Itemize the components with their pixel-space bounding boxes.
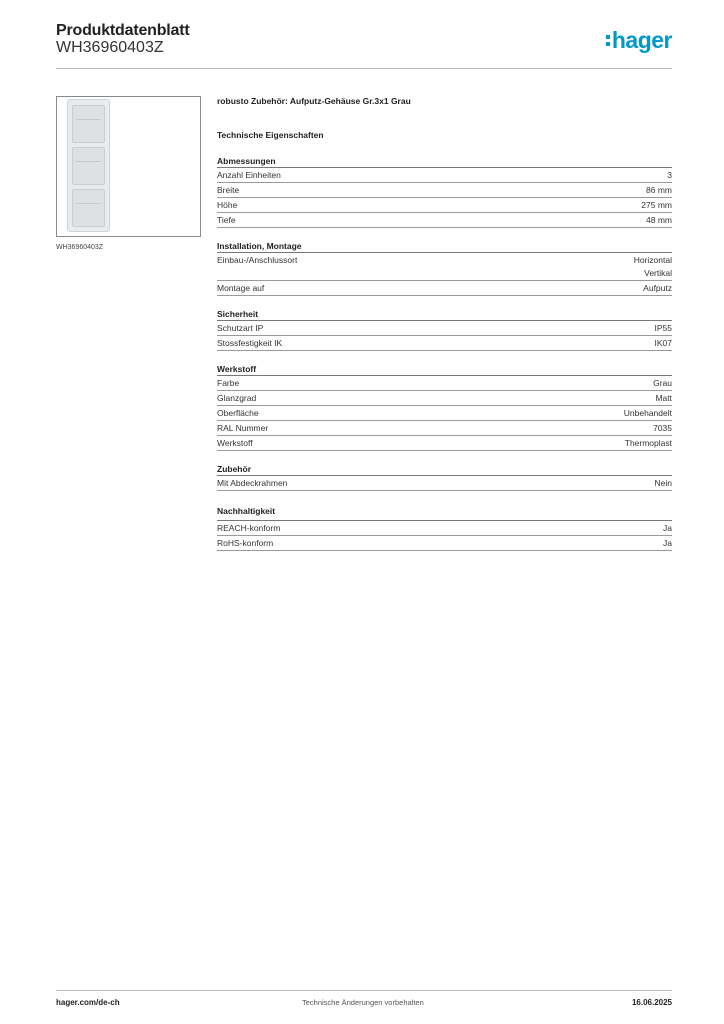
spec-group-title: Abmessungen	[217, 156, 672, 168]
spec-row	[217, 321, 672, 336]
spec-label: Breite	[217, 185, 240, 195]
footer-website: hager.com/de-ch	[56, 998, 120, 1007]
document-title: Produktdatenblatt	[56, 22, 190, 39]
spec-label: Höhe	[217, 200, 238, 210]
spec-value: Aufputz	[643, 283, 672, 293]
spec-value: Nein	[654, 478, 672, 488]
spec-group	[217, 464, 672, 491]
spec-value: IP55	[654, 323, 672, 333]
spec-label: Einbau-/Anschlussort	[217, 255, 298, 265]
spec-label: Stossfestigkeit IK	[217, 338, 283, 348]
article-number: WH36960403Z	[56, 39, 164, 56]
spec-label: REACH-konform	[217, 523, 281, 533]
box-cell	[72, 147, 105, 185]
footer-date: 16.06.2025	[631, 998, 672, 1007]
spec-group-title: Zubehör	[217, 464, 672, 476]
spec-group-title: Werkstoff	[217, 364, 672, 376]
spec-label: Farbe	[217, 378, 240, 388]
logo-dots-icon	[606, 35, 610, 46]
product-image	[56, 96, 201, 237]
image-caption: WH36960403Z	[56, 244, 104, 251]
spec-label: Schutzart IP	[217, 323, 264, 333]
spec-value: 275 mm	[641, 200, 672, 210]
page-header	[56, 20, 672, 68]
spec-label: Glanzgrad	[217, 393, 257, 403]
spec-row	[217, 391, 672, 406]
spec-group-title: Nachhaltigkeit	[217, 506, 672, 521]
spec-groups	[217, 156, 672, 551]
box-cell	[72, 105, 105, 143]
logo-wordmark: hager	[611, 27, 672, 53]
spec-label: RAL Nummer	[217, 423, 269, 433]
header-divider	[56, 68, 672, 69]
spec-group-title: Installation, Montage	[217, 241, 672, 253]
spec-row	[217, 421, 672, 436]
spec-sheet	[217, 96, 672, 551]
spec-row	[217, 183, 672, 198]
spec-row	[217, 336, 672, 351]
footer-notice: Technische Änderungen vorbehalten	[302, 998, 424, 1007]
spec-row	[217, 536, 672, 551]
box-cell	[72, 189, 105, 227]
spec-label: Mit Abdeckrahmen	[217, 478, 288, 488]
spec-group	[217, 506, 672, 551]
spec-value: Grau	[653, 378, 672, 388]
spec-row	[217, 436, 672, 451]
spec-label: RoHS-konform	[217, 538, 274, 548]
footer-divider	[56, 990, 672, 991]
spec-value: 7035	[653, 423, 672, 433]
spec-label: Tiefe	[217, 215, 236, 225]
spec-value: Ja	[663, 538, 672, 548]
spec-row	[217, 376, 672, 391]
product-name: robusto Zubehör: Aufputz-Gehäuse Gr.3x1 Grau	[217, 96, 411, 106]
spec-row	[217, 476, 672, 491]
spec-value: Matt	[655, 393, 672, 403]
spec-group	[217, 309, 672, 351]
spec-label: Montage auf	[217, 283, 265, 293]
spec-row	[217, 406, 672, 421]
spec-label: Werkstoff	[217, 438, 253, 448]
spec-row	[217, 521, 672, 536]
spec-row	[217, 281, 672, 296]
surface-box-3x1-image	[67, 99, 110, 232]
spec-value: Ja	[663, 523, 672, 533]
hager-logo	[606, 28, 672, 52]
spec-row	[217, 198, 672, 213]
spec-group-title: Sicherheit	[217, 309, 672, 321]
spec-row	[217, 253, 672, 281]
spec-group	[217, 241, 672, 296]
spec-label: Oberfläche	[217, 408, 259, 418]
spec-value: Horizontal Vertikal	[633, 255, 672, 278]
spec-value: Thermoplast	[624, 438, 672, 448]
section-heading: Technische Eigenschaften	[217, 130, 324, 140]
spec-value: 48 mm	[646, 215, 672, 225]
spec-value: Unbehandelt	[623, 408, 672, 418]
spec-label: Anzahl Einheiten	[217, 170, 281, 180]
spec-group	[217, 156, 672, 228]
spec-row	[217, 213, 672, 228]
spec-value: 86 mm	[646, 185, 672, 195]
spec-value: IK07	[654, 338, 672, 348]
spec-group	[217, 364, 672, 451]
spec-row	[217, 168, 672, 183]
spec-value: 3	[667, 170, 672, 180]
